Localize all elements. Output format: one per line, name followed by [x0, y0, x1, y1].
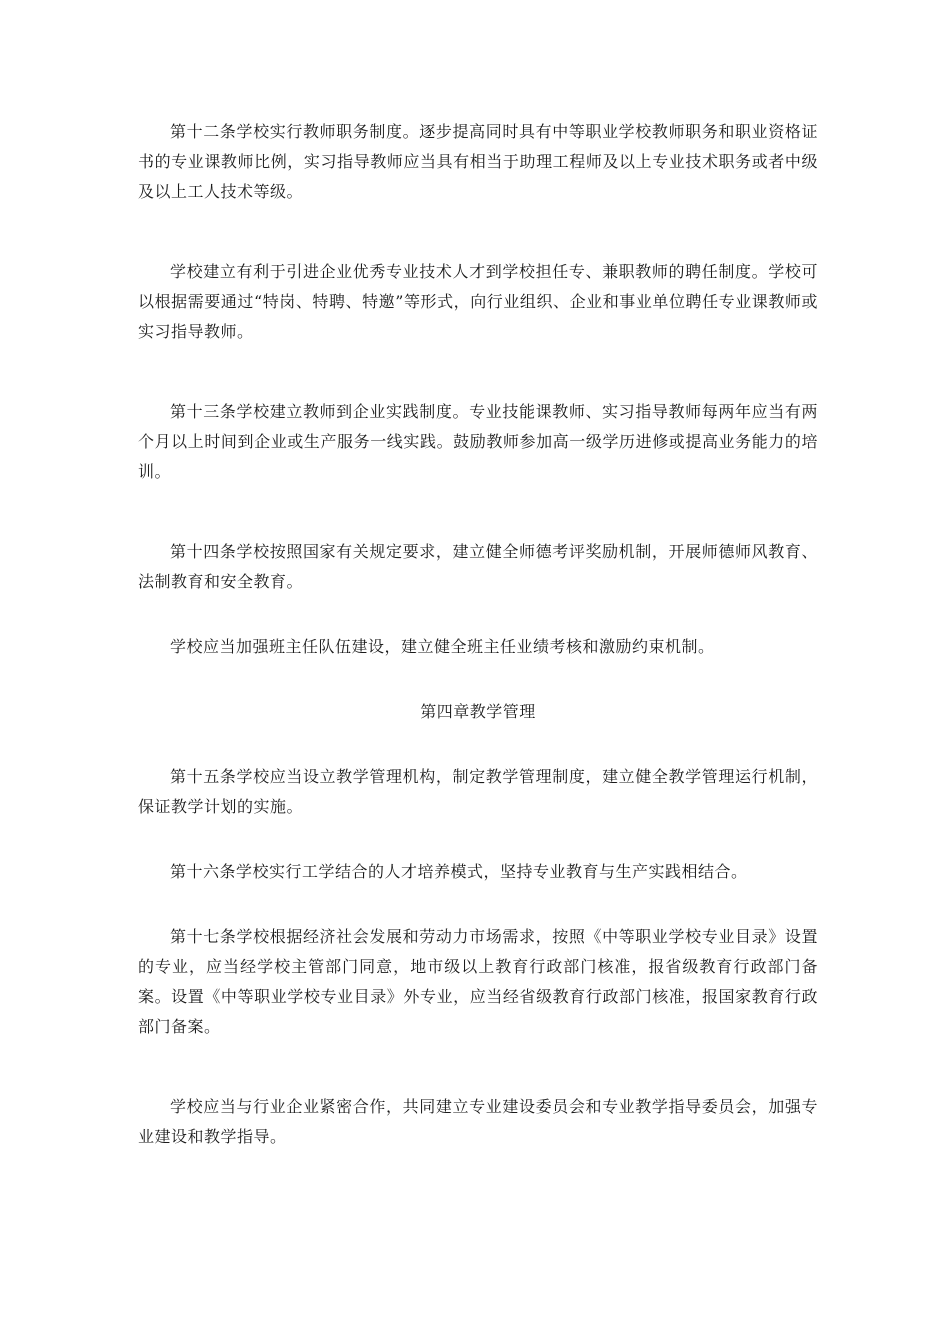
paragraph-gap: [138, 1042, 818, 1092]
paragraph-gap: [138, 347, 818, 397]
paragraph-gap: [138, 887, 818, 922]
paragraph-article-12: 第十二条学校实行教师职务制度。逐步提高同时具有中等职业学校教师职务和职业资格证书的专业课教师比例，实习指导教师应当具有相当于助理工程师及以上专业技术职务或者中级及以上工人技术等级。: [138, 122, 818, 201]
paragraph-industry-cooperation: 学校应当与行业企业紧密合作，共同建立专业建设委员会和专业教学指导委员会，加强专业建设和教学指导。: [138, 1097, 818, 1146]
paragraph-gap: [138, 597, 818, 632]
paragraph-gap: [138, 207, 818, 257]
paragraph-article-16: 第十六条学校实行工学结合的人才培养模式，坚持专业教育与生产实践相结合。: [170, 862, 748, 881]
paragraph-teacher-recruitment: 学校建立有利于引进企业优秀专业技术人才到学校担任专、兼职教师的聘任制度。学校可以根据需要通过“特岗、特聘、特邀”等形式，向行业组织、企业和事业单位聘任专业课教师或实习指导教师。: [138, 262, 818, 341]
paragraph-article-15: 第十五条学校应当设立教学管理机构，制定教学管理制度，建立健全教学管理运行机制，保证教学计划的实施。: [138, 767, 818, 816]
paragraph-gap: [138, 822, 818, 857]
paragraph-gap: [138, 662, 818, 697]
paragraph-article-17: 第十七条学校根据经济社会发展和劳动力市场需求，按照《中等职业学校专业目录》设置的专业，应当经学校主管部门同意，地市级以上教育行政部门核准，报省级教育行政部门备案。设置《中等职业学校专业目录》外专业，应当经省级教育行政部门核准，报国家教育行政部门备案。: [138, 927, 818, 1036]
paragraph-article-14: 第十四条学校按照国家有关规定要求，建立健全师德考评奖励机制，开展师德师风教育、法制教育和安全教育。: [138, 542, 818, 591]
chapter-heading: 第四章教学管理: [420, 702, 536, 721]
paragraph-gap: [138, 727, 818, 762]
paragraph-article-13: 第十三条学校建立教师到企业实践制度。专业技能课教师、实习指导教师每两年应当有两个月以上时间到企业或生产服务一线实践。鼓励教师参加高一级学历进修或提高业务能力的培训。: [138, 402, 818, 481]
paragraph-head-teacher: 学校应当加强班主任队伍建设，建立健全班主任业绩考核和激励约束机制。: [170, 637, 715, 656]
document-body: [138, 117, 818, 1152]
paragraph-gap: [138, 487, 818, 537]
